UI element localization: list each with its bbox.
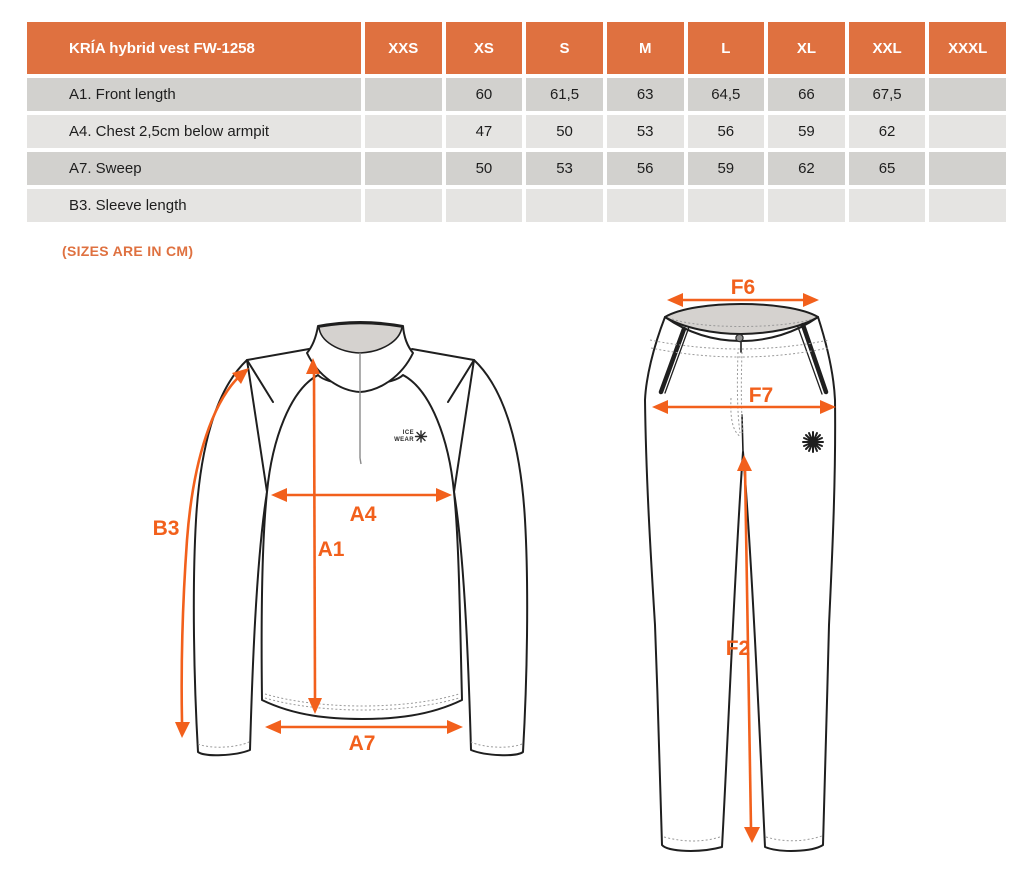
value-cell: [607, 189, 684, 222]
row-label: A7. Sweep: [27, 152, 361, 185]
value-cell: [526, 189, 603, 222]
value-cell: 62: [768, 152, 845, 185]
value-cell: 61,5: [526, 78, 603, 111]
size-header-xs: XS: [446, 22, 523, 74]
dim-label-f6: F6: [730, 276, 756, 299]
dim-label-f7: F7: [748, 384, 774, 407]
dim-arrow-a1: [314, 374, 315, 698]
size-header-xl: XL: [768, 22, 845, 74]
pants-diagram: [630, 275, 855, 865]
value-cell: 59: [768, 115, 845, 148]
dim-label-a4: A4: [349, 503, 377, 526]
value-cell: [929, 115, 1006, 148]
waist-button: [736, 334, 743, 341]
shirt-right-sleeve: [454, 360, 527, 755]
value-cell: [365, 189, 442, 222]
value-cell: 65: [849, 152, 926, 185]
shirt-left-sleeve: [194, 360, 267, 755]
value-cell: [929, 189, 1006, 222]
dim-label-a1: A1: [317, 538, 345, 561]
size-header-xxs: XXS: [365, 22, 442, 74]
value-cell: [929, 152, 1006, 185]
logo-text-line2: WEAR: [394, 437, 414, 443]
shirt-diagram: [145, 278, 545, 765]
value-cell: 56: [688, 115, 765, 148]
value-cell: [365, 115, 442, 148]
value-cell: [688, 189, 765, 222]
value-cell: 47: [446, 115, 523, 148]
value-cell: [849, 189, 926, 222]
value-cell: 62: [849, 115, 926, 148]
value-cell: [446, 189, 523, 222]
value-cell: [365, 78, 442, 111]
value-cell: 66: [768, 78, 845, 111]
value-cell: 67,5: [849, 78, 926, 111]
snowflake-icon: [416, 431, 427, 442]
row-label: B3. Sleeve length: [27, 189, 361, 222]
size-header-s: S: [526, 22, 603, 74]
value-cell: [768, 189, 845, 222]
snowflake-icon: [803, 432, 823, 452]
value-cell: [365, 152, 442, 185]
value-cell: 59: [688, 152, 765, 185]
value-cell: [929, 78, 1006, 111]
dim-label-b3: B3: [152, 517, 180, 540]
value-cell: 50: [526, 115, 603, 148]
value-cell: 64,5: [688, 78, 765, 111]
value-cell: 60: [446, 78, 523, 111]
size-header-l: L: [688, 22, 765, 74]
shirt-body: [262, 375, 462, 719]
size-header-xxl: XXL: [849, 22, 926, 74]
value-cell: 53: [607, 115, 684, 148]
pants-body: [645, 317, 835, 851]
value-cell: 63: [607, 78, 684, 111]
table-title-cell: KRÍA hybrid vest FW-1258: [27, 22, 361, 74]
size-header-m: M: [607, 22, 684, 74]
logo-text-line1: ICE: [402, 430, 414, 436]
size-chart-table: [27, 22, 1006, 222]
sizes-unit-note: (SIZES ARE IN CM): [62, 243, 194, 259]
value-cell: 53: [526, 152, 603, 185]
value-cell: 56: [607, 152, 684, 185]
dim-label-a7: A7: [348, 732, 376, 755]
size-header-xxxl: XXXL: [929, 22, 1006, 74]
row-label: A1. Front length: [27, 78, 361, 111]
row-label: A4. Chest 2,5cm below armpit: [27, 115, 361, 148]
dim-label-f2: F2: [725, 637, 751, 660]
value-cell: 50: [446, 152, 523, 185]
